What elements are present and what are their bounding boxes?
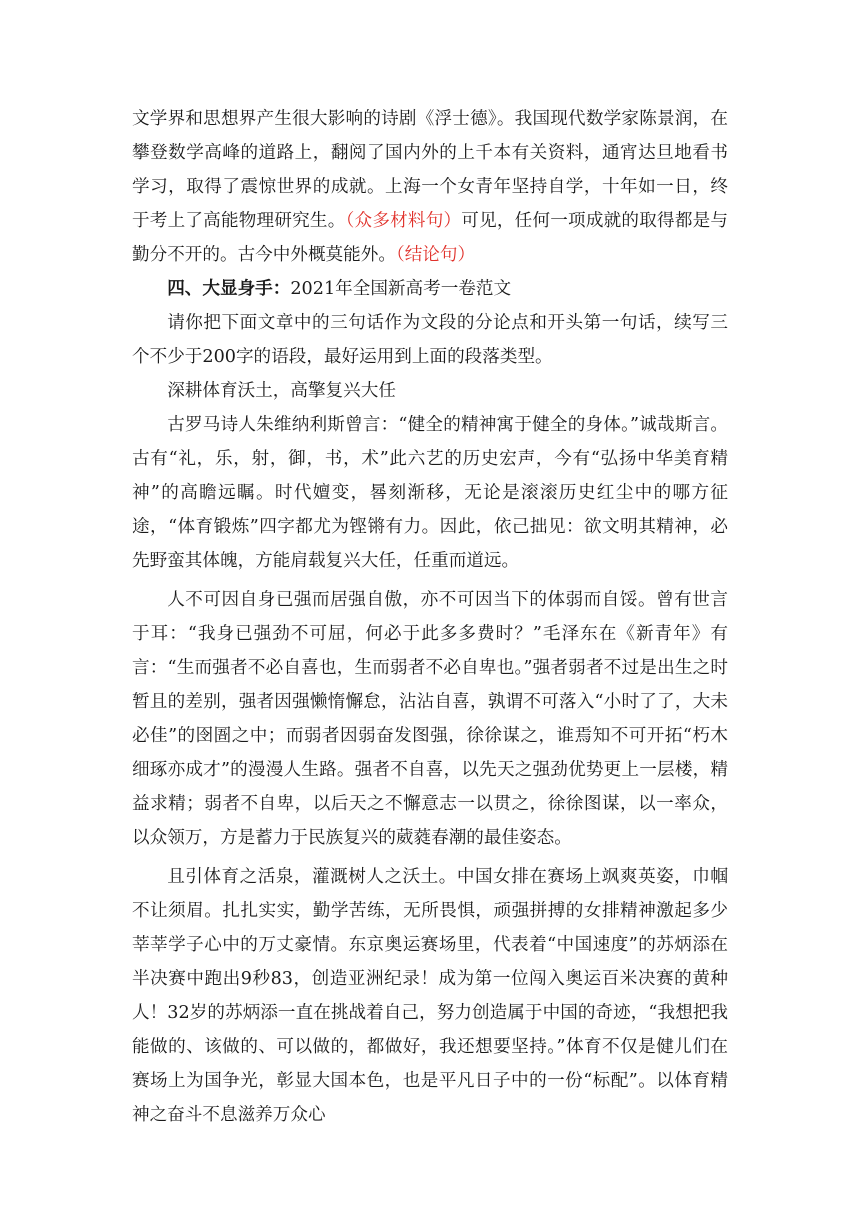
essay-title: 深耕体育沃土，高擎复兴大任 [167, 381, 396, 401]
paragraph-text: 文学界和思想界产生很大影响的诗剧《浮士德》。我国现代数学家陈景润，在攀登数学高峰的道路上，翻阅了国内外的上千本有关资料，通宵达旦地看书学习，取得了震惊世界的成就。上海一个女青年坚持自学，十年如一日，终于考上了高能物理研究生。 [132, 109, 728, 231]
section-heading [132, 272, 728, 306]
section-subtitle: 2021年全国新高考一卷范文 [290, 279, 512, 299]
instruction-paragraph: 请你把下面文章中的三句话作为文段的分论点和开头第一句话，续写三个不少于200字的语段，最好运用到上面的段落类型。 [132, 313, 728, 367]
essay-paragraph-2: 人不可因自身已强而居强自傲，亦不可因当下的体弱而自馁。曾有世言于耳：“我身已强劲不可屈，何必于此多多费时？”毛泽东在《新青年》有言：“生而强者不必自喜也，生而弱者不必自卑也。”强者弱者不过是出生之时暂且的差别，强者因强懒惰懈怠，沾沾自喜，孰谓不可落入“小时了了，大未必佳”的囹圄之中；而弱者因弱奋发图强，徐徐谋之，谁焉知不可开拓“朽木细琢亦成才”的漫漫人生路。强者不自喜，以先天之强劲优势更上一层楼，精益求精；弱者不自卑，以后天之不懈意志一以贯之，徐徐图谋，以一率众，以众领万，方是蓄力于民族复兴的葳蕤春潮的最佳姿态。 [132, 590, 728, 848]
section-heading-label: 四、大显身手： [167, 278, 291, 299]
paragraph-text-conclusion: 可见，任何一项成就的取得都是与勤分不开的。古今中外概莫能外。 [132, 211, 728, 265]
continuation-paragraph [132, 102, 728, 272]
annotation-conclusion: （结论句） [395, 245, 476, 265]
essay-paragraph-1: 古罗马诗人朱维纳利斯曾言：“健全的精神寓于健全的身体。”诚哉斯言。古有“礼，乐，射，御，书，术”此六艺的历史宏声，今有“弘扬中华美育精神”的高瞻远瞩。时代嬗变，晷刻渐移，无论是滚滚历史红尘中的哪方征途，“体育锻炼”四字都尤为铿锵有力。因此，依己拙见：欲文明其精神，必先野蛮其体魄，方能肩载复兴大任，任重而道远。 [132, 415, 728, 571]
document-page [132, 102, 728, 1132]
annotation-material: （众多材料句） [345, 211, 462, 231]
essay-paragraph-3: 且引体育之活泉，灌溉树人之沃土。中国女排在赛场上飒爽英姿，巾帼不让须眉。扎扎实实，勤学苦练，无所畏惧，顽强拼搏的女排精神激起多少莘莘学子心中的万丈豪情。东京奥运赛场里，代表着“中国速度”的苏炳添在半决赛中跑出9秒83，创造亚洲纪录！成为第一位闯入奥运百米决赛的黄种人！32岁的苏炳添一直在挑战着自己，努力创造属于中国的奇迹，“我想把我能做的、该做的、可以做的，都做好，我还想要坚持。”体育不仅是健儿们在赛场上为国争光，彰显大国本色，也是平凡日子中的一份“标配”。以体育精神之奋斗不息滋养万众心 [132, 867, 728, 1125]
